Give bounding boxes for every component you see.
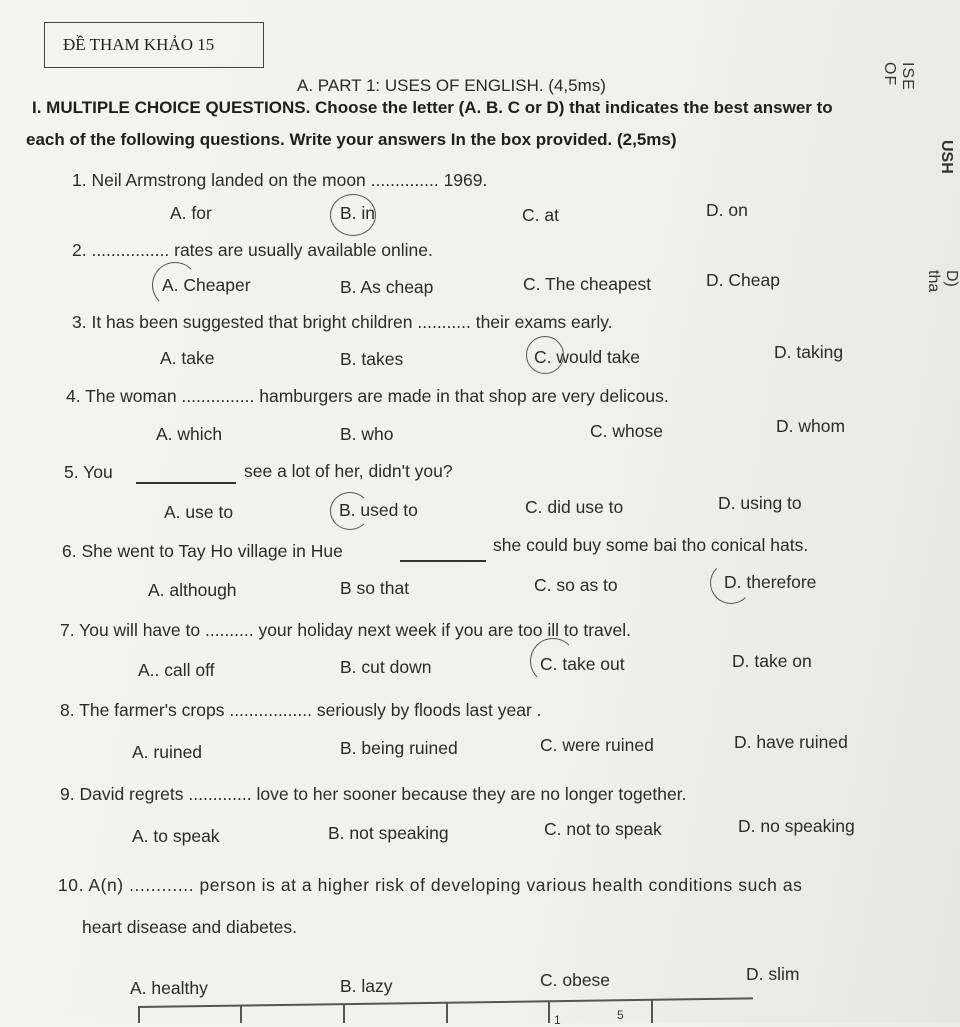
q3-option-b[interactable]: B. takes xyxy=(340,349,404,369)
answer-box-divider xyxy=(548,1002,550,1023)
q1-option-a[interactable]: A. for xyxy=(170,203,212,223)
q5-option-b[interactable]: B. used to xyxy=(339,500,418,520)
q9-option-a[interactable]: A. to speak xyxy=(132,826,220,846)
q6-option-d[interactable]: D. therefore xyxy=(724,572,817,592)
q2-option-a[interactable]: A. Cheaper xyxy=(162,275,251,295)
question-10-stem-line2: heart disease and diabetes. xyxy=(82,917,298,937)
question-8-stem: 8. The farmer's crops ................. seriously by floods last year . xyxy=(60,700,542,720)
q1-option-d[interactable]: D. on xyxy=(706,200,748,220)
question-2-stem: 2. ................ rates are usually available online. xyxy=(72,240,433,260)
part-heading: A. PART 1: USES OF ENGLISH. (4,5ms) xyxy=(297,76,606,95)
q6-answer-mark xyxy=(710,562,752,604)
q10-option-b[interactable]: B. lazy xyxy=(340,976,393,996)
question-6-stem-suffix: she could buy some bai tho conical hats. xyxy=(493,535,809,555)
q2-option-d[interactable]: D. Cheap xyxy=(706,270,780,290)
q10-option-c[interactable]: C. obese xyxy=(540,970,611,990)
q8-option-a[interactable]: A. ruined xyxy=(132,742,203,762)
q2-option-b[interactable]: B. As cheap xyxy=(340,277,434,297)
answer-box-number: 1 xyxy=(554,1013,561,1027)
answer-box-divider xyxy=(138,1007,140,1023)
edge-text-c: D) tha xyxy=(925,270,960,293)
q4-option-c[interactable]: C. whose xyxy=(590,421,663,441)
q4-option-b[interactable]: B. who xyxy=(340,424,394,444)
question-5-stem-suffix: see a lot of her, didn't you? xyxy=(244,461,453,481)
q6-option-c[interactable]: C. so as to xyxy=(534,575,618,595)
question-10-stem: 10. A(n) ............ person is at a higher risk of developing various health conditions such as xyxy=(58,875,803,895)
q8-option-b[interactable]: B. being ruined xyxy=(340,738,458,758)
question-1-stem: 1. Neil Armstrong landed on the moon .............. 1969. xyxy=(72,170,488,190)
q7-option-c[interactable]: C. take out xyxy=(540,654,625,674)
question-4-stem: 4. The woman ............... hamburgers are made in that shop are very delicous. xyxy=(66,386,669,406)
question-6-stem-prefix: 6. She went to Tay Ho village in Hue xyxy=(62,541,343,561)
edge-text-b: USH xyxy=(938,140,955,174)
title-box xyxy=(44,22,264,68)
question-7-stem: 7. You will have to .......... your holiday next week if you are too ill to travel. xyxy=(60,620,631,640)
q5-answer-blank xyxy=(136,482,236,484)
answer-box-divider xyxy=(651,1000,653,1023)
q5-option-d[interactable]: D. using to xyxy=(718,493,802,513)
q3-option-a[interactable]: A. take xyxy=(160,348,215,368)
q3-option-d[interactable]: D. taking xyxy=(774,342,844,362)
q6-answer-blank xyxy=(400,560,486,562)
instruction-line-2: each of the following questions. Write your answers In the box provided. (2,5ms) xyxy=(26,130,677,149)
q10-option-d[interactable]: D. slim xyxy=(746,964,800,984)
q7-option-d[interactable]: D. take on xyxy=(732,651,812,671)
question-3-stem: 3. It has been suggested that bright children ........... their exams early. xyxy=(72,312,613,332)
q3-option-c[interactable]: C. would take xyxy=(534,347,641,367)
instruction-line-1: I. MULTIPLE CHOICE QUESTIONS. Choose the letter (A. B. C or D) that indicates the best answer to xyxy=(32,98,833,117)
question-9-stem: 9. David regrets ............. love to her sooner because they are no longer together. xyxy=(60,784,687,804)
q5-answer-mark xyxy=(330,492,370,530)
q5-option-c[interactable]: C. did use to xyxy=(525,497,624,517)
q7-option-a[interactable]: A.. call off xyxy=(138,660,215,680)
question-5-stem-prefix: 5. You xyxy=(64,462,113,482)
q1-answer-mark xyxy=(330,194,376,236)
q9-option-d[interactable]: D. no speaking xyxy=(738,816,855,836)
edge-text-a: ISE OF xyxy=(881,62,916,91)
q1-option-c[interactable]: C. at xyxy=(522,205,559,225)
q2-answer-mark xyxy=(152,262,198,308)
answer-box-divider xyxy=(240,1006,242,1023)
q8-option-c[interactable]: C. were ruined xyxy=(540,735,654,755)
q7-answer-mark xyxy=(530,638,576,684)
q2-option-c[interactable]: C. The cheapest xyxy=(523,274,652,294)
q5-option-a[interactable]: A. use to xyxy=(164,502,234,522)
answer-box-number: 5 xyxy=(617,1008,624,1022)
exam-title: ĐỀ THAM KHẢO 15 xyxy=(63,35,215,54)
answer-box-divider xyxy=(446,1003,448,1023)
q4-option-a[interactable]: A. which xyxy=(156,424,223,444)
q9-option-c[interactable]: C. not to speak xyxy=(544,819,662,839)
q8-option-d[interactable]: D. have ruined xyxy=(734,732,848,752)
q1-option-b[interactable]: B. in xyxy=(340,203,376,223)
q6-option-b[interactable]: B so that xyxy=(340,578,410,598)
q10-option-a[interactable]: A. healthy xyxy=(130,978,208,998)
q4-option-d[interactable]: D. whom xyxy=(776,416,846,436)
answer-box-divider xyxy=(343,1005,345,1023)
q6-option-a[interactable]: A. although xyxy=(148,580,237,600)
q3-answer-mark xyxy=(526,336,564,374)
q7-option-b[interactable]: B. cut down xyxy=(340,657,432,677)
q9-option-b[interactable]: B. not speaking xyxy=(328,823,449,843)
